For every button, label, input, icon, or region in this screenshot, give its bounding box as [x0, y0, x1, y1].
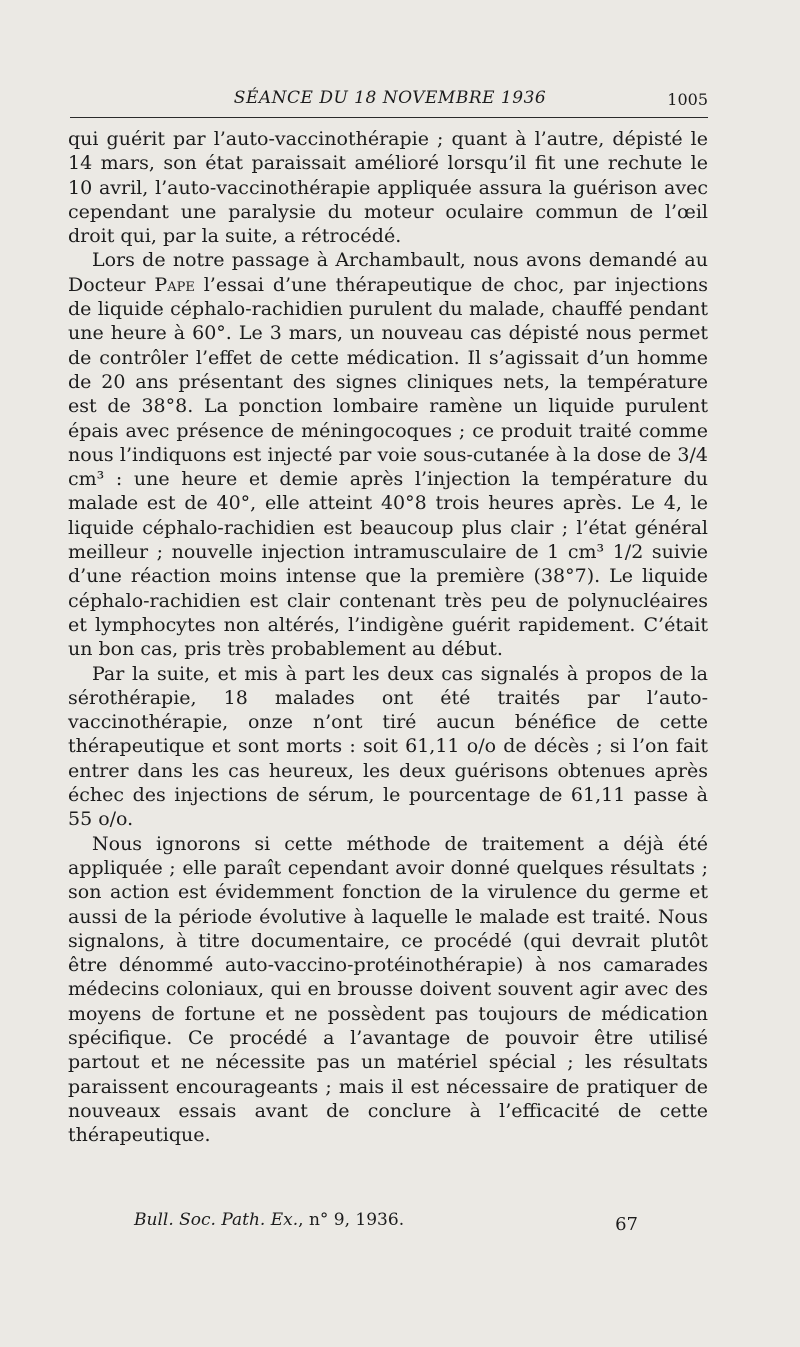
paragraph: [68, 832, 708, 1148]
footer: [68, 1210, 708, 1240]
journal-citation: [134, 1210, 404, 1230]
journal-name: Bull. Soc. Path. Ex.: [134, 1210, 299, 1230]
paragraph-text: Par la suite, et mis à part les deux cas signalés à propos de la sérothérapie, 18 malades ont été traités par l’auto-vaccinothérapie, onze n’ont tiré aucun bénéfice de cette thérapeutique et sont morts : soit 61,11 o/o de décès ; si l’on fait entrer dans les cas heureux, les deux guérisons obtenues après échec des injections de sérum, le pourcentage de 61,11 passe à 55 o/o.: [68, 662, 708, 831]
header-rule: [70, 117, 708, 118]
paragraph-text: Lors de notre passage à Archambault, nous avons demandé au Docteur: [68, 249, 708, 296]
paragraph-text: l’essai d’une thérapeutique de choc, par injections de liquide céphalo-rachidien purulent du malade, chauffé pendant une heure à 60°. Le 3 mars, un nouveau cas dépisté nous permet de contrôler l’effet de cette médication. Il s’agissait d’un homme de 20 ans présentant des signes cliniques nets, la température est de 38°8. La ponction lombaire ramène un liquide purulent épais avec présence de méningocoques ; ce produit traité comme nous l’indiquons est injecté par voie sous-cutanée à la dose de 3/4 cm³ : une heure et demie après l’injection la température du malade est de 40°, elle atteint 40°8 trois heures après. Le 4, le liquide céphalo-rachidien est beaucoup plus clair ; l’état général meilleur ; nouvelle injection intramusculaire de 1 cm³ 1/2 suivie d’une réaction moins intense que la première (38°7). Le liquide céphalo-rachidien est clair contenant très peu de polynucléaires et lymphocytes non altérés, l’indigène guérit rapidement. C’était un bon cas, pris très probablement au début.: [68, 273, 708, 661]
author-name: Pape: [154, 273, 195, 296]
paragraph: [68, 127, 708, 248]
body-text: [68, 127, 708, 1147]
paragraph-text: qui guérit par l’auto-vaccinothérapie ; quant à l’autre, dépisté le 14 mars, son état paraissait amélioré lorsqu’il fit une rechute le 10 avril, l’auto-vaccinothérapie appliquée assura la guérison avec cependant une paralysie du moteur oculaire commun de l’œil droit qui, par la suite, a rétrocédé.: [68, 128, 708, 248]
journal-issue: , n° 9, 1936.: [298, 1210, 405, 1230]
page-number: 1005: [667, 90, 708, 109]
paragraph-text: Nous ignorons si cette méthode de traitement a déjà été appliquée ; elle paraît cependant avoir donné quelques résultats ; son action est évidemment fonction de la virulence du germe et aussi de la période évolutive à laquelle le malade est traité. Nous signalons, à titre documentaire, ce procédé (qui devrait plutôt être dénommé auto-vaccino-protéinothérapie) à nos camarades médecins coloniaux, qui en brousse doivent souvent agir avec des moyens de fortune et ne possèdent pas toujours de médication spécifique. Ce procédé a l’avantage de pouvoir être utilisé partout et ne nécessite pas un matériel spécial ; les résultats paraissent encourageants ; mais il est nécessaire de pratiquer de nouveaux essais avant de conclure à l’efficacité de cette thérapeutique.: [68, 832, 708, 1147]
running-title: SÉANCE DU 18 NOVEMBRE 1936: [233, 88, 547, 108]
paragraph: [68, 248, 708, 661]
sheet-number: 67: [615, 1214, 638, 1235]
paragraph: [68, 662, 708, 832]
running-header: [70, 88, 710, 114]
